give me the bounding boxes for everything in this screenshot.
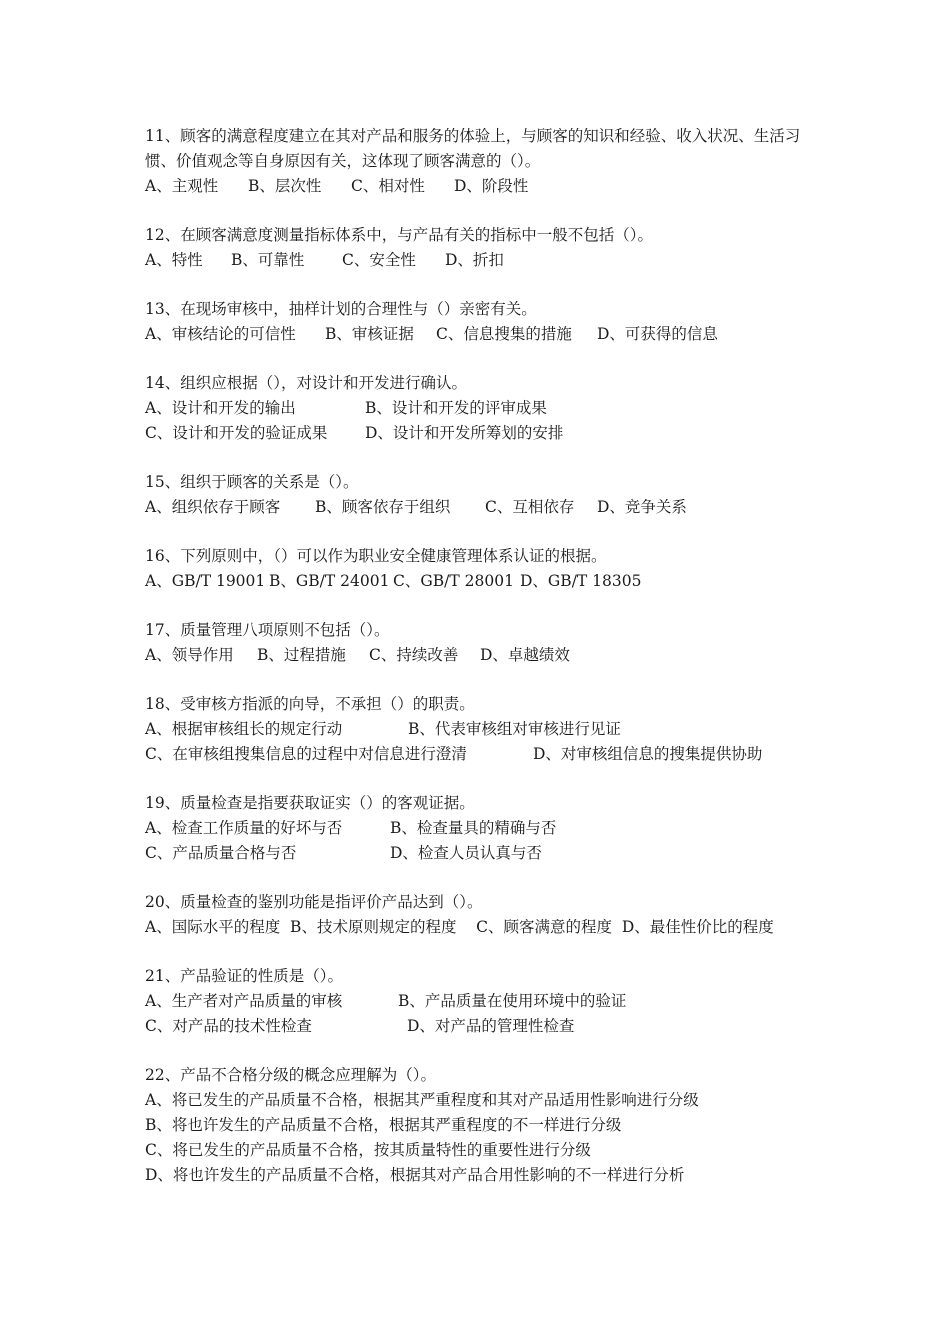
question-stem: 11、顾客的满意程度建立在其对产品和服务的体验上，与顾客的知识和经验、收入状况、生活习惯、价值观念等自身原因有关，这体现了顾客满意的（）。 xyxy=(145,127,801,170)
option-b: B、设计和开发的评审成果 xyxy=(365,399,547,417)
option-d: D、可获得的信息 xyxy=(597,325,718,343)
option-a: A、设计和开发的输出 xyxy=(145,399,296,417)
question-11 xyxy=(145,124,825,199)
question-15 xyxy=(145,470,825,520)
option-c: C、相对性 xyxy=(351,177,425,195)
question-20 xyxy=(145,890,825,940)
question-19 xyxy=(145,791,825,866)
option-a: A、主观性 xyxy=(145,177,219,195)
option-d: D、检查人员认真与否 xyxy=(390,844,542,862)
option-d: D、阶段性 xyxy=(454,177,529,195)
question-22 xyxy=(145,1063,825,1188)
question-13 xyxy=(145,297,825,347)
option-c: C、安全性 xyxy=(342,251,416,269)
option-c: C、GB/T 28001 xyxy=(393,572,514,590)
options-line: A、国际水平的程度 B、技术原则规定的程度 C、顾客满意的程度 D、最佳性价比的程度 xyxy=(145,918,774,936)
option-b: B、可靠性 xyxy=(231,251,305,269)
option-a: A、生产者对产品质量的审核 xyxy=(145,992,343,1010)
option-a: A、将已发生的产品质量不合格，根据其严重程度和其对产品适用性影响进行分级 xyxy=(145,1091,699,1109)
option-c: C、互相依存 xyxy=(485,498,575,516)
options-row xyxy=(145,989,825,1014)
question-14 xyxy=(145,371,825,446)
option-a: A、根据审核组长的规定行动 xyxy=(145,720,343,738)
question-16 xyxy=(145,544,825,594)
option-d: D、卓越绩效 xyxy=(480,646,570,664)
question-stem: 17、质量管理八项原则不包括（）。 xyxy=(145,621,390,639)
options-row xyxy=(145,248,825,273)
options-row xyxy=(145,841,825,866)
question-21 xyxy=(145,964,825,1039)
question-stem: 22、产品不合格分级的概念应理解为（）。 xyxy=(145,1066,436,1084)
option-a: A、特性 xyxy=(145,251,203,269)
options-row xyxy=(145,396,825,421)
options-row xyxy=(145,1014,825,1039)
options-row xyxy=(145,643,825,668)
option-b: B、检查量具的精确与否 xyxy=(390,819,557,837)
option-c: C、设计和开发的验证成果 xyxy=(145,424,328,442)
question-stem: 18、受审核方指派的向导，不承担（）的职责。 xyxy=(145,695,475,713)
question-stem: 21、产品验证的性质是（）。 xyxy=(145,967,343,985)
question-stem: 13、在现场审核中，抽样计划的合理性与（）亲密有关。 xyxy=(145,300,537,318)
option-a: A、审核结论的可信性 xyxy=(145,325,296,343)
option-c: C、信息搜集的措施 xyxy=(436,325,572,343)
question-stem: 16、下列原则中，（）可以作为职业安全健康管理体系认证的根据。 xyxy=(145,547,607,565)
option-c: C、将已发生的产品质量不合格，按其质量特性的重要性进行分级 xyxy=(145,1141,591,1159)
options-row xyxy=(145,322,825,347)
options-row xyxy=(145,174,825,199)
option-c: C、在审核组搜集信息的过程中对信息进行澄清 xyxy=(145,745,467,763)
option-d: D、竞争关系 xyxy=(597,498,687,516)
options-row xyxy=(145,421,825,446)
option-b: B、将也许发生的产品质量不合格，根据其严重程度的不一样进行分级 xyxy=(145,1116,622,1134)
option-b: B、审核证据 xyxy=(325,325,414,343)
question-17 xyxy=(145,618,825,668)
question-12 xyxy=(145,223,825,273)
option-c: C、产品质量合格与否 xyxy=(145,844,297,862)
option-a: A、检查工作质量的好坏与否 xyxy=(145,819,343,837)
option-d: D、对审核组信息的搜集提供协助 xyxy=(533,745,763,763)
option-b: B、产品质量在使用环境中的验证 xyxy=(398,992,627,1010)
question-stem: 14、组织应根据（），对设计和开发进行确认。 xyxy=(145,374,467,392)
options-row xyxy=(145,717,825,742)
option-d: D、对产品的管理性检查 xyxy=(407,1017,575,1035)
option-b: B、顾客依存于组织 xyxy=(315,498,451,516)
option-a: A、组织依存于顾客 xyxy=(145,498,281,516)
option-d: D、将也许发生的产品质量不合格，根据其对产品合用性影响的不一样进行分析 xyxy=(145,1166,685,1184)
options-row xyxy=(145,816,825,841)
option-a: A、领导作用 xyxy=(145,646,234,664)
question-stem: 20、质量检查的鉴别功能是指评价产品达到（）。 xyxy=(145,893,483,911)
options-row xyxy=(145,569,825,594)
option-c: C、对产品的技术性检查 xyxy=(145,1017,312,1035)
question-stem: 15、组织于顾客的关系是（）。 xyxy=(145,473,359,491)
option-d: D、折扣 xyxy=(445,251,504,269)
option-b: B、GB/T 24001 xyxy=(269,572,390,590)
options-row xyxy=(145,495,825,520)
option-a: A、GB/T 19001 xyxy=(145,572,266,590)
question-stem: 19、质量检查是指要获取证实（）的客观证据。 xyxy=(145,794,475,812)
question-18 xyxy=(145,692,825,767)
exam-page xyxy=(145,124,825,1212)
option-b: B、代表审核组对审核进行见证 xyxy=(408,720,621,738)
options-row xyxy=(145,742,825,767)
option-b: B、过程措施 xyxy=(257,646,346,664)
option-b: B、层次性 xyxy=(248,177,322,195)
option-d: D、设计和开发所筹划的安排 xyxy=(365,424,564,442)
question-stem: 12、在顾客满意度测量指标体系中，与产品有关的指标中一般不包括（）。 xyxy=(145,226,653,244)
option-d: D、GB/T 18305 xyxy=(520,572,642,590)
option-c: C、持续改善 xyxy=(369,646,459,664)
